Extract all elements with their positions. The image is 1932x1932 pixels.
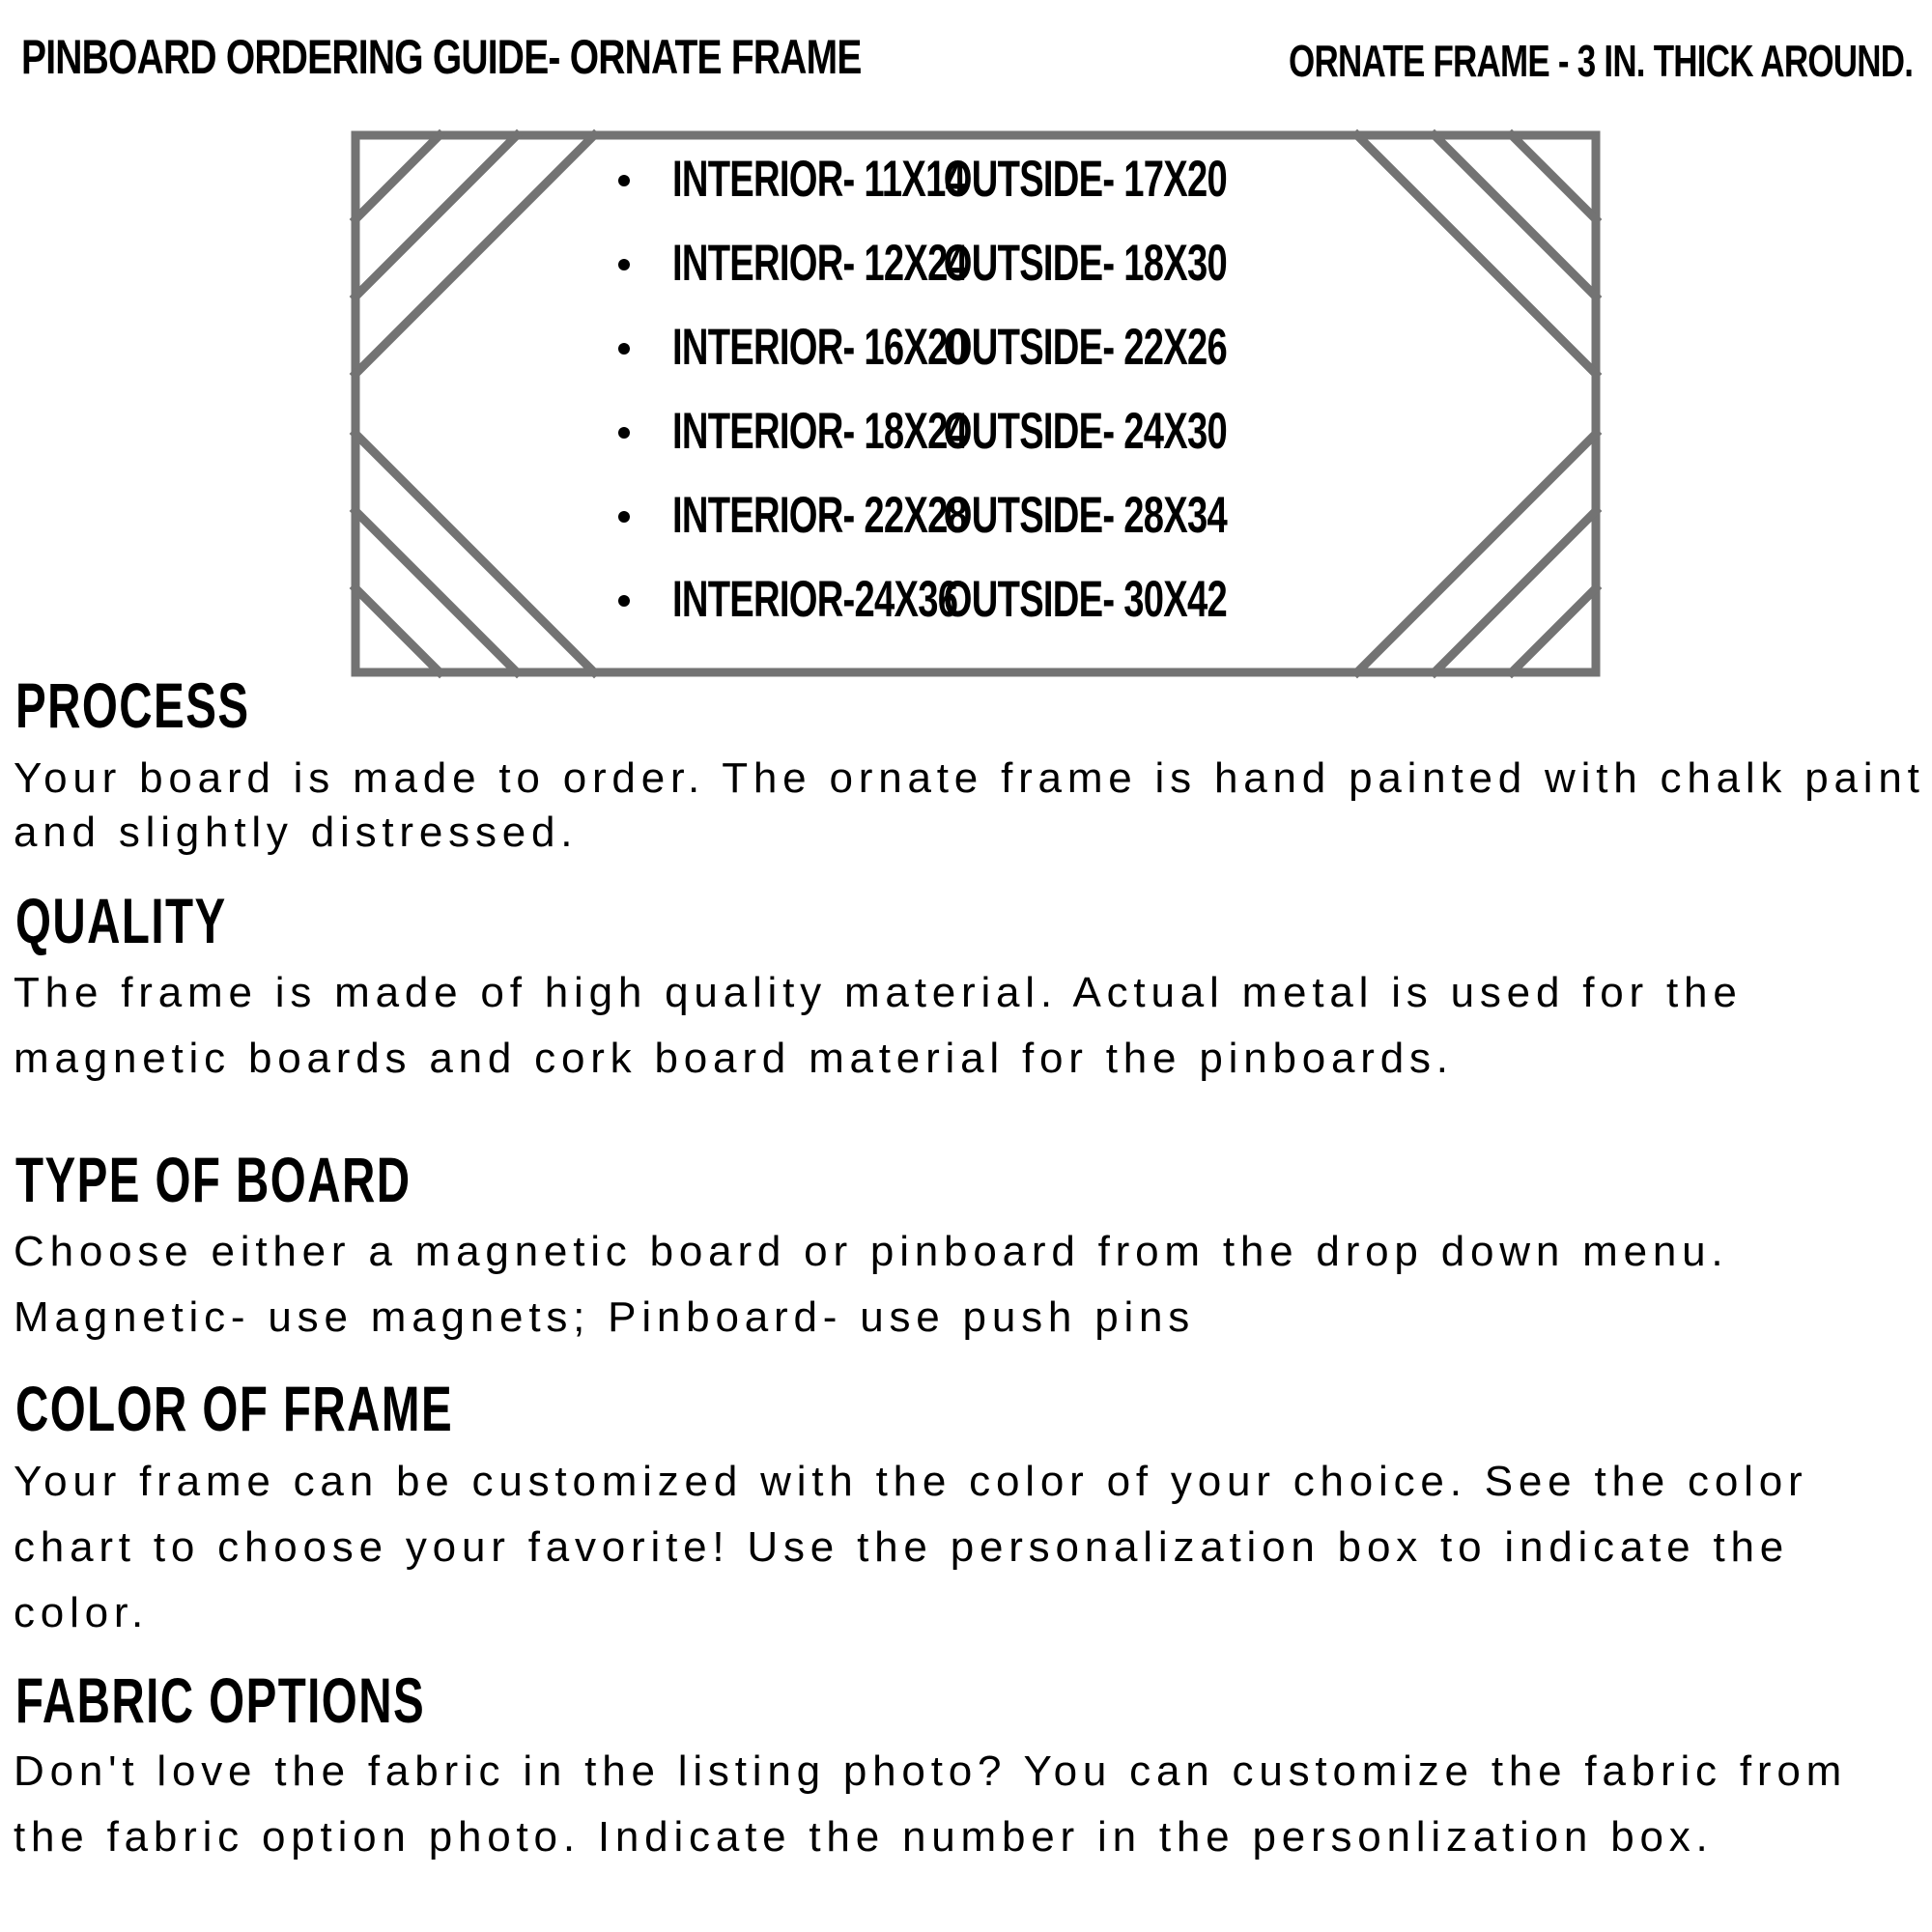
corner-stripe — [1435, 511, 1596, 672]
corner-stripe — [355, 135, 517, 297]
outside-size: OUTSIDE- 17X20 — [943, 151, 1227, 208]
bullet-icon — [618, 427, 630, 439]
size-item — [618, 402, 1442, 486]
process-heading: PROCESS — [15, 669, 250, 741]
bullet-icon — [618, 175, 630, 186]
interior-size: INTERIOR- 11X14 — [672, 151, 966, 208]
corner-stripe — [355, 588, 440, 672]
interior-size: INTERIOR- 18X24 — [672, 403, 968, 460]
fabric-options-heading: FABRIC OPTIONS — [15, 1664, 426, 1736]
outside-size: OUTSIDE- 22X26 — [943, 319, 1227, 376]
corner-stripe — [355, 511, 517, 672]
size-item — [618, 318, 1442, 402]
outside-size: OUTSIDE- 30X42 — [943, 571, 1227, 628]
outside-size: OUTSIDE- 24X30 — [943, 403, 1227, 460]
page-title: PINBOARD ORDERING GUIDE- ORNATE FRAME — [21, 30, 862, 84]
interior-size: INTERIOR- 12X24 — [672, 235, 968, 292]
size-item — [618, 486, 1442, 570]
fabric-options-text: Don't love the fabric in the listing photo? You can customize the fabric from the fabric option photo. Indicate the number in the personlization box. — [14, 1747, 1848, 1861]
type-of-board-text: Choose either a magnetic board or pinboard from the drop down menu. Magnetic- use magnets; Pinboard- use push pins — [14, 1228, 1729, 1341]
quality-heading: QUALITY — [15, 885, 227, 956]
color-of-frame-text: Your frame can be customized with the color of your choice. See the color chart to choose your favorite! Use the personalization box to indicate the color. — [14, 1458, 1808, 1636]
bullet-icon — [618, 595, 630, 607]
process-text: Your board is made to order. The ornate frame is hand painted with chalk paint and slightly distressed. — [14, 754, 1925, 856]
size-item — [618, 150, 1442, 234]
corner-stripe — [355, 135, 594, 374]
interior-size: INTERIOR- 22X28 — [672, 487, 968, 544]
size-list — [618, 150, 1442, 654]
type-of-board-heading: TYPE OF BOARD — [15, 1144, 412, 1215]
color-of-frame-heading: COLOR OF FRAME — [15, 1373, 454, 1444]
bullet-icon — [618, 259, 630, 270]
interior-size: INTERIOR- 16X20 — [672, 319, 968, 376]
bullet-icon — [618, 511, 630, 523]
quality-text: The frame is made of high quality material. Actual metal is used for the magnetic boards and cork board material for the pinboards. — [14, 969, 1743, 1082]
bullet-icon — [618, 343, 630, 355]
outside-size: OUTSIDE- 28X34 — [943, 487, 1227, 544]
corner-stripe — [1435, 135, 1596, 297]
corner-stripe — [1512, 135, 1596, 219]
corner-stripe — [355, 135, 440, 219]
corner-stripe — [355, 434, 594, 672]
outside-size: OUTSIDE- 18X30 — [943, 235, 1227, 292]
interior-size: INTERIOR-24X36 — [672, 571, 958, 628]
size-item — [618, 234, 1442, 318]
corner-stripe — [1512, 588, 1596, 672]
size-item — [618, 570, 1442, 654]
frame-thickness-note: ORNATE FRAME - 3 IN. THICK AROUND. — [1288, 36, 1913, 86]
